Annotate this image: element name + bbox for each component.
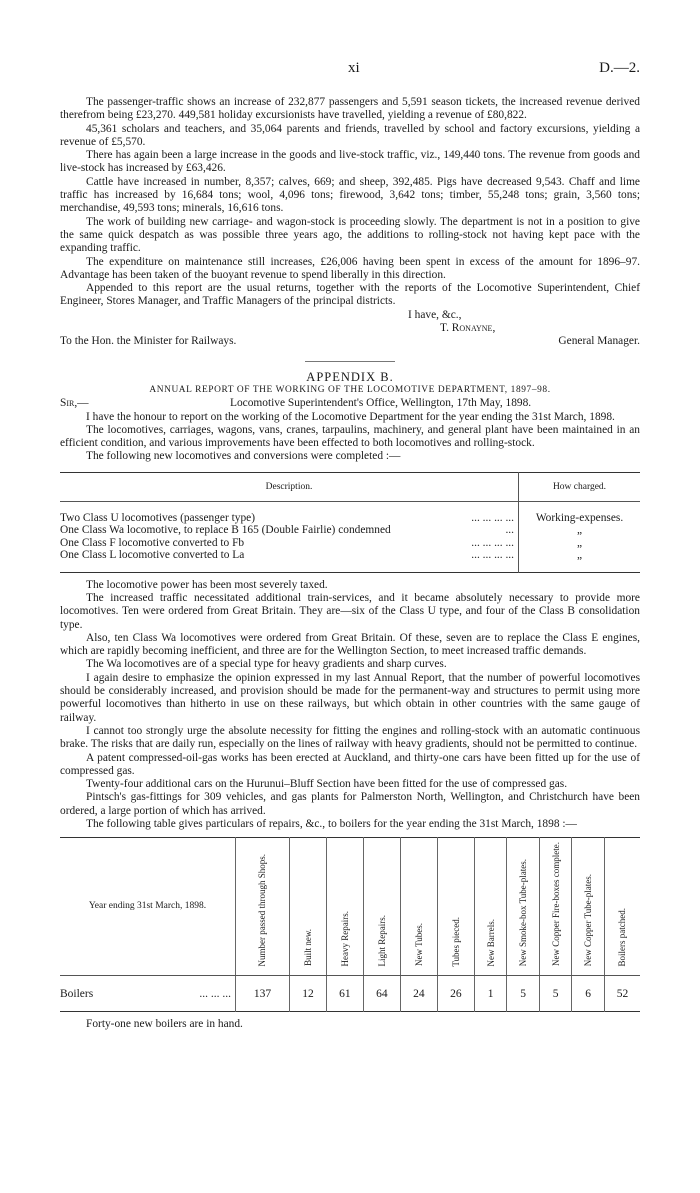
table-cell: 26 [437, 975, 474, 1011]
column-header-year: Year ending 31st March, 1898. [60, 838, 236, 975]
row-charged: „ [576, 536, 583, 549]
locomotives-table [60, 472, 640, 573]
appendix-title: APPENDIX B. [306, 369, 394, 384]
table-cell: 5 [539, 975, 572, 1011]
table-cell: 52 [604, 975, 640, 1011]
paragraph: Pintsch's gas-fittings for 309 vehicles, and gas plants for Palmerston North, Wellington, and Christchurch have been ordered, a large portion of which has arrived. [60, 791, 640, 817]
table-cell: 5 [507, 975, 540, 1011]
row-label: Boilers [60, 987, 94, 1000]
table-row [60, 549, 640, 561]
column-header: New Tubes. [400, 838, 437, 975]
table-row [60, 512, 640, 524]
leader-dots: ... ... ... ... [471, 549, 514, 562]
row-description: One Class F locomotive converted to Fb [60, 536, 245, 549]
table-cell: 137 [236, 975, 290, 1011]
column-header: New Copper Tube-plates. [572, 838, 605, 975]
paragraph: Twenty-four additional cars on the Hurunui–Bluff Section have been fitted for the use of compressed gas. [86, 778, 568, 791]
appendix-subtitle: ANNUAL REPORT OF THE WORKING OF THE LOCOMOTIVE DEPARTMENT, 1897–98. [149, 384, 551, 395]
column-header: Light Repairs. [363, 838, 400, 975]
table-cell: 6 [572, 975, 605, 1011]
section-divider [305, 361, 395, 362]
closing-line [60, 309, 640, 322]
signatory-title: General Manager. [558, 335, 640, 348]
column-header: New Smoke-box Tube-plates. [507, 838, 540, 975]
paragraph: The passenger-traffic shows an increase of 232,877 passengers and 5,591 season tickets, the increased revenue derived therefrom being £23,270. 449,581 holiday excursionists have travelled, yielding a revenue of £80,822. [60, 96, 640, 122]
paragraph: I have the honour to report on the working of the Locomotive Department for the year ending the 31st March, 1898. [86, 410, 615, 423]
table-cell: 12 [289, 975, 326, 1011]
leader-dots: ... ... ... ... [471, 536, 514, 549]
addressee-line [60, 335, 640, 348]
paragraph: There has again been a large increase in the goods and live-stock traffic, viz., 149,440 tons. The revenue from goods and live-stock has increased by £63,426. [60, 149, 640, 175]
footer-note: Forty-one new boilers are in hand. [86, 1017, 243, 1030]
column-header: Heavy Repairs. [326, 838, 363, 975]
paragraph: The expenditure on maintenance still increases, £26,006 having been spent in excess of the amount for 1896–97. Advantage has been taken of the buoyant revenue to spend liberally in this direction. [60, 255, 640, 281]
paragraph: Also, ten Class Wa locomotives were ordered from Great Britain. Of these, seven are to replace the Class E engines, which are rapidly becoming inefficient, and three are for the Wellington Section, to meet increased traffic demands. [60, 631, 640, 658]
column-header: Built new. [289, 838, 326, 975]
table-row [60, 975, 640, 1011]
report-body [60, 96, 640, 1031]
leader-dots: ... ... ... [199, 987, 231, 1000]
document-reference: D.—2. [599, 60, 640, 76]
column-header-how-charged: How charged. [519, 472, 641, 501]
paragraph: The Wa locomotives are of a special type for heavy gradients and sharp curves. [86, 658, 447, 671]
column-header: Number passed through Shops. [236, 838, 290, 975]
paragraph: I cannot too strongly urge the absolute necessity for fitting the engines and rolling-stock with an automatic continuous brake. The risks that are daily run, especially on the lines of railway with heavy gradients, should not be permitted to continue. [60, 724, 640, 751]
row-description: One Class L locomotive converted to La [60, 549, 245, 562]
table-cell: 64 [363, 975, 400, 1011]
paragraph: The following new locomotives and conversions were completed :— [86, 450, 401, 463]
leader-dots: ... [505, 524, 514, 537]
office-line: Locomotive Superintendent's Office, Wellington, 17th May, 1898. [230, 397, 532, 410]
addressee: To the Hon. the Minister for Railways. [60, 335, 237, 348]
signatory: T. Ronayne, [440, 322, 496, 335]
row-charged: Working-expenses. [535, 512, 624, 525]
row-description: Two Class U locomotives (passenger type) [60, 512, 256, 525]
salutation-line [60, 397, 640, 410]
column-header: Tubes pieced. [437, 838, 474, 975]
paragraph: Cattle have increased in number, 8,357; calves, 669; and sheep, 392,485. Pigs have decreased 9,543. Chaff and lime traffic has increased by 16,684 tons; wool, 4,096 tons; firewood, 3,642 tons; timber, 55,248 tons; grain, 3,560 tons; merchandise, 49,593 tons; minerals, 16,616 tons. [60, 175, 640, 215]
column-header-description: Description. [60, 472, 519, 501]
row-description: One Class Wa locomotive, to replace B 165 (Double Fairlie) condemned [60, 524, 391, 537]
paragraph: 45,361 scholars and teachers, and 35,064 parents and friends, travelled by school and factory excursions, yielding a revenue of £5,570. [60, 122, 640, 148]
row-charged: „ [576, 524, 583, 537]
table-cell: 1 [474, 975, 507, 1011]
paragraph: Appended to this report are the usual returns, together with the reports of the Locomotive Superintendent, Chief Engineer, Stores Manager, and Traffic Managers of the principal districts. [60, 282, 640, 308]
table-row [60, 537, 640, 549]
column-header: Boilers patched. [604, 838, 640, 975]
paragraph: The work of building new carriage- and wagon-stock is proceeding slowly. The department is not in a position to give the same quick despatch as was possible three years ago, the additions to rolling-stock not having kept pace with the expanding traffic. [60, 215, 640, 255]
row-charged: „ [576, 549, 583, 562]
column-header: New Copper Fire-boxes complete. [539, 838, 572, 975]
page-number: xi [348, 60, 360, 76]
table-cell: 61 [326, 975, 363, 1011]
salutation: Sir,— [60, 397, 89, 410]
table-row [60, 524, 640, 536]
paragraph: The locomotive power has been most severely taxed. [86, 578, 328, 591]
closing: I have, &c., [408, 308, 462, 321]
paragraph: The increased traffic necessitated additional train-services, and it became absolutely necessary to provide more locomotives. Ten were ordered from Great Britain. They are—six of the Class U type, and four of the Class B consolidation type. [60, 591, 640, 631]
page-header [60, 62, 640, 78]
paragraph: A patent compressed-oil-gas works has been erected at Auckland, and thirty-one cars have been fitted up for the use of compressed gas. [60, 751, 640, 777]
leader-dots: ... ... ... ... [471, 512, 514, 525]
boilers-table [60, 837, 640, 1012]
signatory-line [60, 322, 640, 335]
paragraph: I again desire to emphasize the opinion expressed in my last Annual Report, that the number of powerful locomotives should be considerably increased, and provision should be made for the permanent-way and structures to permit using more powerful locomotives than hitherto in use on these railways, but which obtain in other countries with the same gauge of railway. [60, 671, 640, 724]
paragraph: The following table gives particulars of repairs, &c., to boilers for the year ending the 31st March, 1898 :— [86, 817, 577, 830]
paragraph: The locomotives, carriages, wagons, vans, cranes, tarpaulins, machinery, and general plant have been maintained in an efficient condition, and various improvements have been effected to both locomotives and rolling-stock. [60, 423, 640, 450]
column-header: New Barrels. [474, 838, 507, 975]
table-cell: 24 [400, 975, 437, 1011]
